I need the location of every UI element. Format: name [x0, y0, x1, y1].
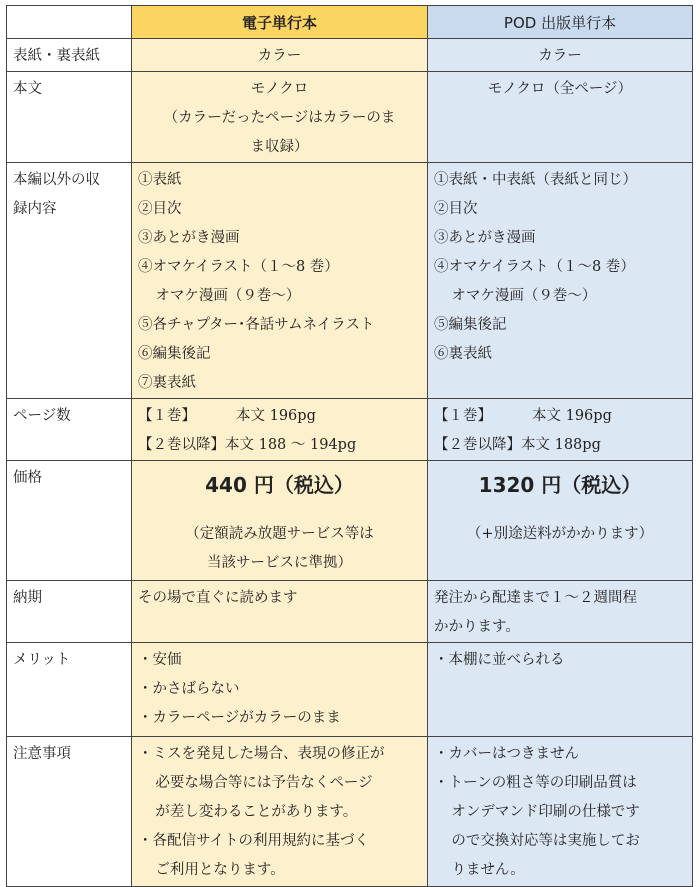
- row-notes: [7, 737, 693, 887]
- row-merit: [7, 643, 693, 737]
- contents-item: ②目次: [138, 201, 182, 217]
- contents-item: ⑥編集後記: [138, 346, 211, 362]
- contents-item: ③あとがき漫画: [434, 230, 536, 246]
- contents-item: ①表紙・中表紙（表紙と同じ）: [434, 172, 637, 188]
- contents-item: ②目次: [434, 201, 478, 217]
- pod-delivery: [428, 581, 693, 643]
- body-line: （カラーだったページはカラーのま: [163, 110, 396, 126]
- note-line: オンデマンド印刷の仕様です: [451, 804, 640, 820]
- row-label-merit: メリット: [7, 643, 132, 737]
- pod-body: モノクロ（全ページ）: [428, 72, 693, 163]
- pages-line: [138, 402, 421, 431]
- electronic-price-cell: [132, 461, 428, 581]
- pod-header: POD 出版単行本: [428, 6, 693, 39]
- row-label-notes: 注意事項: [7, 737, 132, 887]
- pod-merit: [428, 643, 693, 737]
- contents-item: ⑤各チャプター･各話サムネイラスト: [138, 317, 375, 333]
- contents-item: ④オマケイラスト（１～8 巻）: [138, 259, 339, 275]
- pages-line: [434, 431, 686, 460]
- page-count: 本文 188 ～ 194pg: [225, 437, 357, 453]
- row-label-cover: 表紙・裏表紙: [7, 39, 132, 72]
- volume-label: 【２巻以降】: [138, 437, 225, 453]
- header-row: [7, 6, 693, 39]
- electronic-body: [132, 72, 428, 163]
- pod-price-cell: [428, 461, 693, 581]
- note-line: ・カバーはつきません: [434, 746, 579, 762]
- delivery-line: かかります。: [434, 619, 520, 635]
- volume-label: 【２巻以降】: [434, 437, 521, 453]
- note-line: ・トーンの粗さ等の印刷品質は: [434, 775, 637, 791]
- corner-cell: [7, 6, 132, 39]
- row-delivery: [7, 581, 693, 643]
- electronic-notes: [132, 737, 428, 887]
- merit-item: ・カラーページがカラーのまま: [138, 710, 341, 726]
- row-label-price: 価格: [7, 461, 132, 581]
- electronic-merit: [132, 643, 428, 737]
- electronic-contents: [132, 163, 428, 399]
- page-count: 本文 196pg: [532, 408, 612, 424]
- contents-item: オマケ漫画（９巻～）: [155, 288, 301, 304]
- row-pages: [7, 399, 693, 461]
- electronic-header: 電子単行本: [132, 6, 428, 39]
- note-line: ・各配信サイトの利用規約に基づく: [138, 833, 369, 849]
- note-line: ので交換対応等は実施してお: [451, 833, 640, 849]
- row-label-body: 本文: [7, 72, 132, 163]
- contents-item: ⑥裏表紙: [434, 346, 492, 362]
- pod-price: 1320 円（税込）: [478, 473, 642, 497]
- row-cover: [7, 39, 693, 72]
- note-line: ご利用となります。: [155, 862, 285, 878]
- row-contents: [7, 163, 693, 399]
- merit-item: ・かさばらない: [138, 681, 240, 697]
- pod-pages: [428, 399, 693, 461]
- note-line: 必要な場合等には予告なくページ: [155, 775, 373, 791]
- contents-label-line: 録内容: [13, 201, 57, 217]
- contents-label-line: 本編以外の収: [13, 172, 100, 188]
- note-line: が差し変わることがあります。: [155, 804, 358, 820]
- volume-label: 【１巻】: [434, 408, 492, 424]
- contents-item: ③あとがき漫画: [138, 230, 240, 246]
- electronic-price-note: （定額読み放題サービス等は: [185, 526, 374, 542]
- comparison-table: [6, 5, 693, 887]
- pages-line: [138, 431, 421, 460]
- electronic-cover: カラー: [132, 39, 428, 72]
- body-line: モノクロ: [250, 81, 309, 97]
- page-count: 本文 188pg: [521, 437, 601, 453]
- contents-item: ⑤編集後記: [434, 317, 507, 333]
- row-body: [7, 72, 693, 163]
- pod-notes: [428, 737, 693, 887]
- merit-item: ・安価: [138, 652, 182, 668]
- row-label-pages: ページ数: [7, 399, 132, 461]
- page-count: 本文 196pg: [236, 408, 316, 424]
- contents-item: ⑦裏表紙: [138, 375, 196, 391]
- pod-price-note: （+別途送料がかかります）: [466, 526, 654, 542]
- delivery-line: 発注から配達まで１～２週間程: [434, 590, 637, 606]
- row-price: [7, 461, 693, 581]
- volume-label: 【１巻】: [138, 408, 196, 424]
- row-label-contents: [7, 163, 132, 399]
- merit-item: ・本棚に並べられる: [434, 652, 565, 668]
- contents-item: ①表紙: [138, 172, 182, 188]
- contents-item: ④オマケイラスト（１～8 巻）: [434, 259, 635, 275]
- pod-contents: [428, 163, 693, 399]
- electronic-price: 440 円（税込）: [205, 473, 354, 497]
- contents-item: オマケ漫画（９巻～）: [451, 288, 597, 304]
- body-line: ま収録）: [250, 139, 309, 155]
- electronic-delivery: その場で直ぐに読めます: [132, 581, 428, 643]
- note-line: りません。: [451, 862, 525, 878]
- row-label-delivery: 納期: [7, 581, 132, 643]
- electronic-pages: [132, 399, 428, 461]
- pages-line: [434, 402, 686, 431]
- pod-cover: カラー: [428, 39, 693, 72]
- electronic-price-note: 当該サービスに準拠）: [207, 555, 352, 571]
- note-line: ・ミスを発見した場合、表現の修正が: [138, 746, 385, 762]
